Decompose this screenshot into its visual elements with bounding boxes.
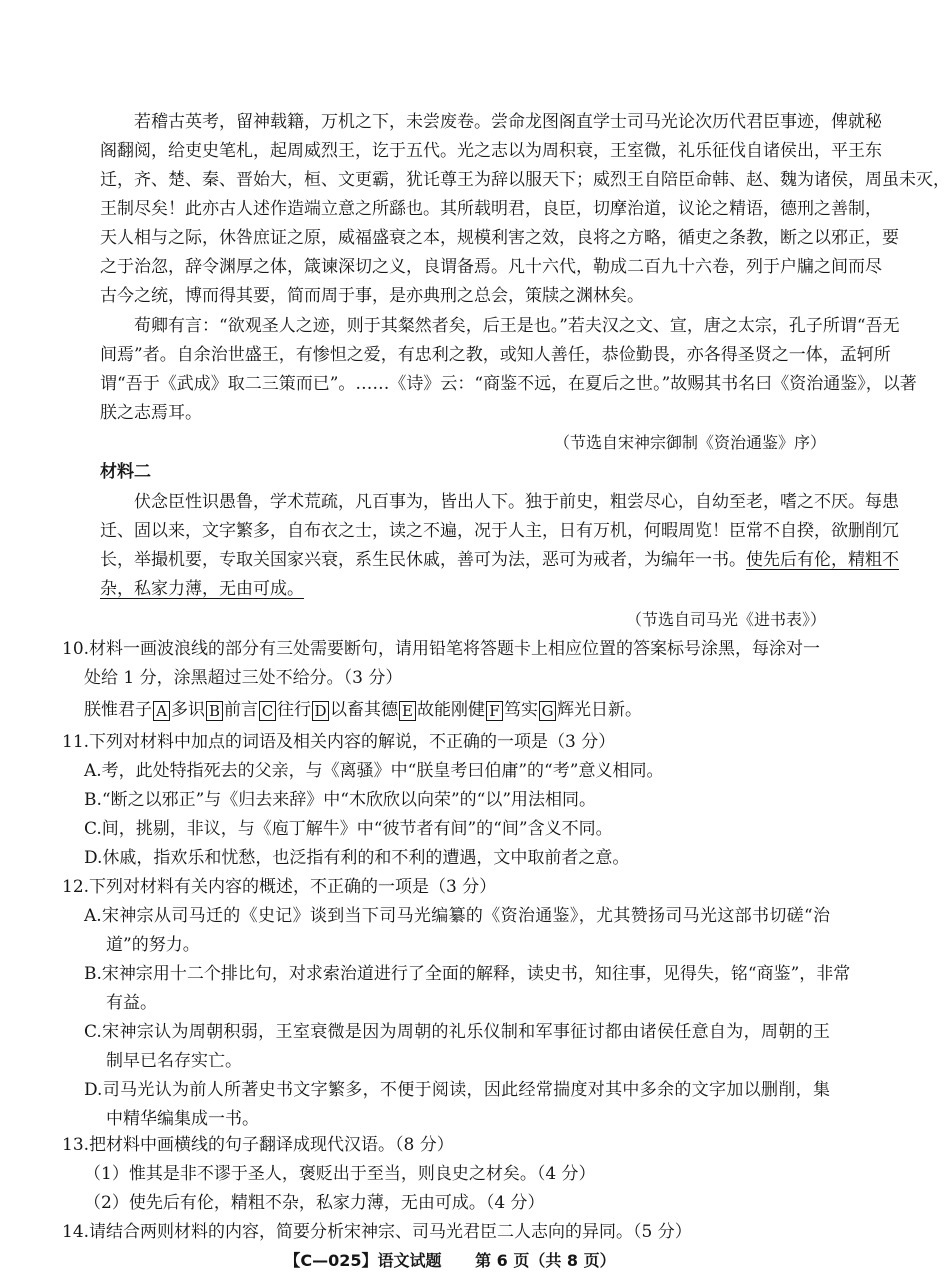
q12-option-d[interactable]: D.司马光认为前人所著史书文字繁多，不便于阅读，因此经常揣度对其中多余的文字加以删削，集 (84, 1080, 830, 1100)
q13-item-1: （1）惟其是非不谬于圣人，褒贬出于至当，则良史之材矣。（4 分） (84, 1164, 596, 1184)
q12-option-d-cont: 中精华编集成一书。 (106, 1109, 259, 1129)
q10-segment: 多识 (171, 700, 205, 720)
q11-option-a[interactable]: A.考，此处特指死去的父亲，与《离骚》中“朕皇考曰伯庸”的“考”意义相同。 (84, 761, 664, 781)
q10-segment: 往行 (277, 700, 311, 720)
q10-mark-box[interactable]: E (399, 701, 416, 721)
q11-option-b[interactable]: B.“断之以邪正”与《归去来辞》中“木欣欣以向荣”的“以”用法相同。 (84, 790, 597, 810)
q10-mark-box[interactable]: A (153, 701, 170, 721)
material1-p1-line: 王制尽矣！此亦古人述作造端立意之所繇也。其所载明君，良臣，切摩治道，议论之精语，德刑之善制， (100, 199, 882, 219)
q13-stem: 13.把材料中画横线的句子翻译成现代汉语。（8 分） (62, 1135, 454, 1155)
material2-line-with-underline (100, 548, 899, 572)
q12-option-b-cont: 有益。 (106, 993, 157, 1013)
underlined-sentence-part1: 使先后有伦，精粗不 (746, 550, 899, 570)
q10-segment: 以畜其德 (330, 700, 398, 720)
material1-p2-line: 间焉”者。自余治世盛王，有惨怛之爱，有忠利之教，或知人善任，恭俭勤畏，亦各得圣贤之一体，孟轲所 (100, 345, 891, 365)
material1-p2-line: 荀卿有言：“欲观圣人之迹，则于其粲然者矣，后王是也。”若夫汉之文、宣，唐之太宗，孔子所谓“吾无 (134, 316, 900, 336)
material1-p1-line: 古今之统，博而得其要，简而周于事，是亦典刑之总会，策牍之渊林矣。 (100, 286, 644, 306)
material2-line: 伏念臣性识愚鲁，学术荒疏，凡百事为，皆出人下。独于前史，粗尝尽心，自幼至老，嗜之不厌。每患 (134, 492, 899, 512)
page-footer (0, 1248, 900, 1271)
q10-mark-box[interactable]: B (206, 701, 223, 721)
material2-heading: 材料二 (100, 462, 151, 482)
q10-mark-box[interactable]: C (259, 701, 276, 721)
material2-line-text: 长，举撮机要，专取关国家兴衰，系生民休戚，善可为法，恶可为戒者，为编年一书。 (100, 550, 746, 570)
q10-stem-cont: 处给 1 分，涂黑超过三处不给分。（3 分） (84, 668, 403, 688)
q12-option-c-cont: 制早已名存实亡。 (106, 1051, 242, 1071)
q10-segment: 辉光日新。 (557, 700, 642, 720)
q10-segment: 笃实 (504, 700, 538, 720)
material1-p1-line: 之于治忽，辞令渊厚之体，箴谏深切之义，良谓备焉。凡十六代，勒成二百九十六卷，列于户牖之间而尽 (100, 257, 882, 277)
q12-option-a[interactable]: A.宋神宗从司马迁的《史记》谈到当下司马光编纂的《资治通鉴》，尤其赞扬司马光这部书切磋“治 (84, 906, 830, 926)
material1-p2-line: 谓“吾于《武成》取二三策而已”。……《诗》云：“商鉴不远，在夏后之世。”故赐其书名曰《资治通鉴》，以著 (100, 374, 917, 394)
q10-segment: 朕惟君子 (84, 700, 152, 720)
q10-segment: 前言 (224, 700, 258, 720)
q11-stem: 11.下列对材料中加点的词语及相关内容的解说，不正确的一项是（3 分） (62, 732, 616, 752)
q10-mark-box[interactable]: D (312, 701, 329, 721)
q12-option-a-cont: 道”的努力。 (106, 935, 200, 955)
material1-p1-line: 阁翻阅，给吏史笔札，起周威烈王，讫于五代。光之志以为周积衰，王室微，礼乐征伐自诸侯出，平王东 (100, 141, 882, 161)
q11-option-d[interactable]: D.休戚，指欢乐和忧愁，也泛指有利的和不利的遭遇，文中取前者之意。 (84, 848, 630, 868)
material1-p1-line: 天人相与之际，休咎庶证之原，威福盛衰之本，规模利害之效，良将之方略，循吏之条教，断之以邪正，要 (100, 228, 899, 248)
q12-option-c[interactable]: C.宋神宗认为周朝积弱，王室衰微是因为周朝的礼乐仪制和军事征讨都由诸侯任意自为，周朝的王 (84, 1022, 830, 1042)
q10-mark-box[interactable]: G (539, 701, 556, 721)
material1-source: （节选自宋神宗御制《资治通鉴》序） (553, 433, 826, 452)
underlined-sentence-part2: 杂，私家力薄，无由可成。 (100, 579, 304, 599)
q11-option-c[interactable]: C.间，挑剔，非议，与《庖丁解牛》中“彼节者有间”的“间”含义不同。 (84, 819, 613, 839)
q12-option-b[interactable]: B.宋神宗用十二个排比句，对求索治道进行了全面的解释，读史书，知往事，见得失，铭“商鉴”，非常 (84, 964, 851, 984)
material2-line-underlined (100, 577, 830, 601)
exam-code: 【C—025】语文试题 (284, 1251, 442, 1270)
q12-stem: 12.下列对材料有关内容的概述，不正确的一项是（3 分） (62, 877, 497, 897)
material1-p1-line: 若稽古英考，留神载籍，万机之下，未尝废卷。尝命龙图阁直学士司马光论次历代君臣事迹，俾就秘 (134, 112, 882, 132)
q10-sentence (84, 698, 830, 722)
q10-mark-box[interactable]: F (486, 701, 503, 721)
q10-segment: 故能刚健 (417, 700, 485, 720)
page-number: 第 6 页（共 8 页） (475, 1251, 616, 1270)
q10-stem: 10.材料一画波浪线的部分有三处需要断句，请用铅笔将答题卡上相应位置的答案标号涂黑，每涂对一 (62, 639, 821, 659)
material1-p1-line: 迁，齐、楚、秦、晋始大，桓、文更霸，犹讬尊王为辞以服天下；威烈王自陪臣命韩、赵、魏为诸侯，周虽未灭， (100, 170, 950, 190)
material2-line: 迁、固以来，文字繁多，自布衣之士，读之不遍，况于人主，日有万机，何暇周览！臣常不自揆，欲删削冗 (100, 521, 899, 541)
material1-p2-line: 朕之志焉耳。 (100, 403, 202, 423)
q13-item-2: （2）使先后有伦，精粗不杂，私家力薄，无由可成。（4 分） (84, 1193, 545, 1213)
q14-stem: 14.请结合两则材料的内容，简要分析宋神宗、司马光君臣二人志向的异同。（5 分） (62, 1222, 692, 1242)
material2-source: （节选自司马光《进书表》） (625, 610, 826, 629)
